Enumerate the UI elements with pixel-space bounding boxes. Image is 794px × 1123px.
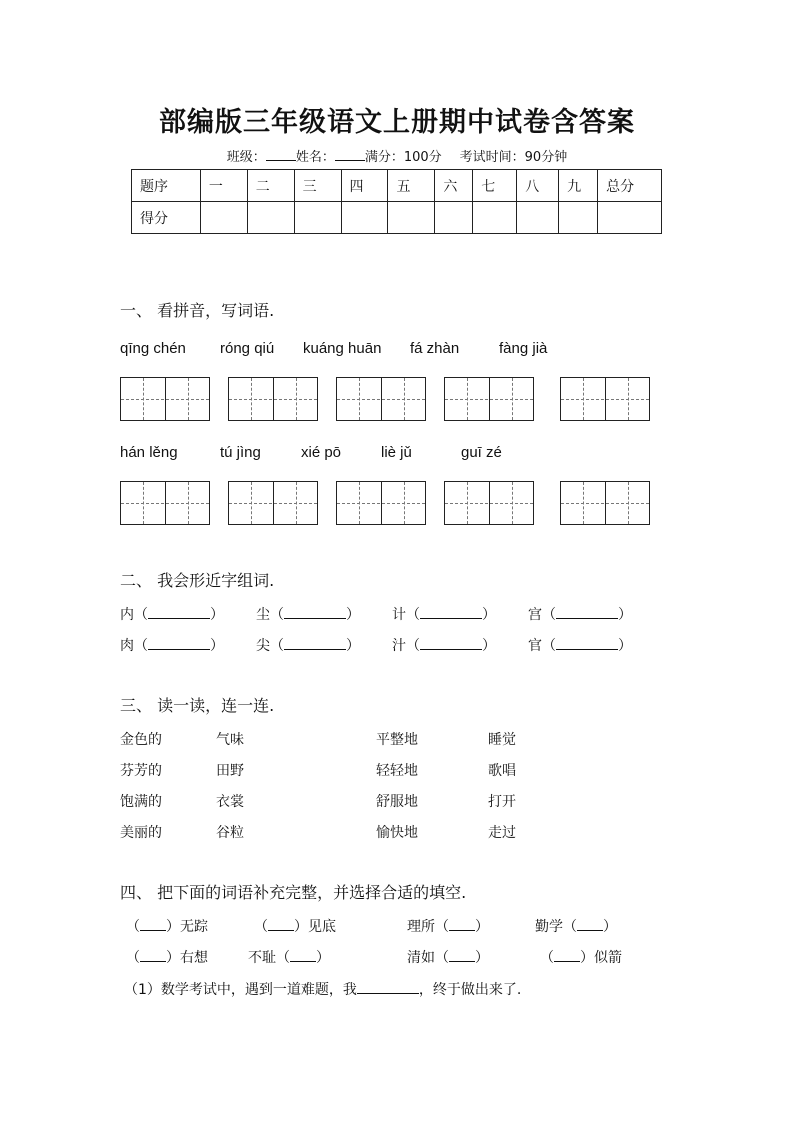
writing-grid[interactable] <box>444 377 534 421</box>
answer-blank[interactable] <box>357 981 419 994</box>
char: 尖 <box>256 638 270 654</box>
section3-heading: 三、 读一读，连一连. <box>120 696 275 715</box>
score-header-cell: 一 <box>200 170 247 202</box>
word-pair: 内（ ） <box>120 607 224 623</box>
word-pair: 尘（ ） <box>256 607 360 623</box>
word-pair: 宫（ ） <box>528 607 632 623</box>
score-cell[interactable] <box>247 202 294 234</box>
writing-grid[interactable] <box>120 377 210 421</box>
score-cell[interactable] <box>341 202 388 234</box>
writing-grid[interactable] <box>560 377 650 421</box>
pinyin: xié pō <box>301 444 342 461</box>
score-cell[interactable] <box>294 202 341 234</box>
writing-grid[interactable] <box>444 481 534 525</box>
score-header-cell: 八 <box>517 170 559 202</box>
name-blank[interactable] <box>335 148 365 161</box>
match-item[interactable]: 轻轻地 <box>376 763 418 779</box>
char: 官 <box>528 638 542 654</box>
match-item[interactable]: 愉快地 <box>376 825 418 841</box>
idiom-item: 清如（ ） <box>407 950 489 966</box>
writing-grid[interactable] <box>120 481 210 525</box>
pinyin: guī zé <box>461 444 502 461</box>
pinyin: qīng chén <box>120 340 186 357</box>
answer-blank[interactable] <box>284 637 346 650</box>
answer-blank[interactable] <box>148 637 210 650</box>
pinyin: róng qiú <box>220 340 275 357</box>
score-row <box>132 202 662 234</box>
idiom-item: 不耻（ ） <box>248 950 330 966</box>
score-header-cell: 九 <box>559 170 598 202</box>
score-cell[interactable] <box>388 202 435 234</box>
match-item[interactable]: 歌唱 <box>488 763 516 779</box>
class-blank[interactable] <box>266 148 296 161</box>
score-header-cell: 三 <box>294 170 341 202</box>
char: 肉 <box>120 638 134 654</box>
pinyin: fá zhàn <box>410 340 460 357</box>
score-header-cell: 五 <box>388 170 435 202</box>
answer-blank[interactable] <box>140 949 166 962</box>
answer-blank[interactable] <box>449 918 475 931</box>
idiom-item: （ ）见底 <box>254 919 336 935</box>
exam-time: 考试时间：90分钟 <box>459 150 568 165</box>
idiom-item: （ ）似箭 <box>540 950 622 966</box>
answer-blank[interactable] <box>554 949 580 962</box>
score-cell[interactable] <box>598 202 662 234</box>
score-cell[interactable] <box>435 202 473 234</box>
pinyin: hán lěng <box>120 444 178 461</box>
class-label: 班级： <box>226 150 266 165</box>
score-header-cell: 总分 <box>598 170 662 202</box>
match-item[interactable]: 睡觉 <box>488 732 516 748</box>
match-item[interactable]: 气味 <box>216 732 244 748</box>
match-item[interactable]: 饱满的 <box>120 794 162 810</box>
score-header-cell: 题序 <box>132 170 201 202</box>
word-pair: 汁（ ） <box>392 638 496 654</box>
section1-heading: 一、 看拼音，写词语. <box>120 301 275 320</box>
section2-heading: 二、 我会形近字组词. <box>120 571 275 590</box>
answer-blank[interactable] <box>420 637 482 650</box>
word-pair: 计（ ） <box>392 607 496 623</box>
exam-info <box>0 146 794 165</box>
score-header-cell: 二 <box>247 170 294 202</box>
match-item[interactable]: 衣裳 <box>216 794 244 810</box>
score-header-row <box>132 170 662 202</box>
word-pair: 肉（ ） <box>120 638 224 654</box>
answer-blank[interactable] <box>148 606 210 619</box>
match-item[interactable]: 平整地 <box>376 732 418 748</box>
score-cell[interactable] <box>200 202 247 234</box>
char: 计 <box>392 607 406 623</box>
answer-blank[interactable] <box>556 637 618 650</box>
fill-sentence: （1）数学考试中，遇到一道难题，我 ，终于做出来了. <box>124 982 522 998</box>
page-title: 部编版三年级语文上册期中试卷含答案 <box>159 107 635 138</box>
pinyin: fàng jià <box>499 340 548 357</box>
word-pair: 官（ ） <box>528 638 632 654</box>
answer-blank[interactable] <box>449 949 475 962</box>
match-item[interactable]: 走过 <box>488 825 516 841</box>
match-item[interactable]: 打开 <box>488 794 516 810</box>
pinyin: kuáng huān <box>303 340 382 357</box>
pinyin: liè jǔ <box>381 444 412 461</box>
char: 宫 <box>528 607 542 623</box>
answer-blank[interactable] <box>268 918 294 931</box>
score-cell[interactable] <box>517 202 559 234</box>
idiom-item: 勤学（ ） <box>535 919 617 935</box>
score-row-label: 得分 <box>132 202 201 234</box>
word-pair: 尖（ ） <box>256 638 360 654</box>
idiom-item: （ ）无踪 <box>126 919 208 935</box>
full-score: 满分：100分 <box>364 150 442 165</box>
writing-grid[interactable] <box>336 481 426 525</box>
idiom-item: 理所（ ） <box>407 919 489 935</box>
score-header-cell: 七 <box>473 170 517 202</box>
char: 汁 <box>392 638 406 654</box>
match-item[interactable]: 舒服地 <box>376 794 418 810</box>
writing-grid[interactable] <box>336 377 426 421</box>
score-cell[interactable] <box>473 202 517 234</box>
char: 尘 <box>256 607 270 623</box>
answer-blank[interactable] <box>577 918 603 931</box>
char: 内 <box>120 607 134 623</box>
score-cell[interactable] <box>559 202 598 234</box>
section4-heading: 四、 把下面的词语补充完整，并选择合适的填空. <box>120 883 467 902</box>
match-item[interactable]: 谷粒 <box>216 825 244 841</box>
score-header-cell: 六 <box>435 170 473 202</box>
match-item[interactable]: 美丽的 <box>120 825 162 841</box>
match-item[interactable]: 田野 <box>216 763 244 779</box>
pinyin: tú jìng <box>220 444 261 461</box>
writing-grid[interactable] <box>560 481 650 525</box>
score-header-cell: 四 <box>341 170 388 202</box>
match-item[interactable]: 芬芳的 <box>120 763 162 779</box>
answer-blank[interactable] <box>556 606 618 619</box>
answer-blank[interactable] <box>290 949 316 962</box>
answer-blank[interactable] <box>140 918 166 931</box>
name-label: 姓名： <box>295 150 335 165</box>
match-item[interactable]: 金色的 <box>120 732 162 748</box>
idiom-item: （ ）右想 <box>126 950 208 966</box>
answer-blank[interactable] <box>420 606 482 619</box>
score-table <box>131 169 662 234</box>
writing-grid[interactable] <box>228 481 318 525</box>
answer-blank[interactable] <box>284 606 346 619</box>
writing-grid[interactable] <box>228 377 318 421</box>
